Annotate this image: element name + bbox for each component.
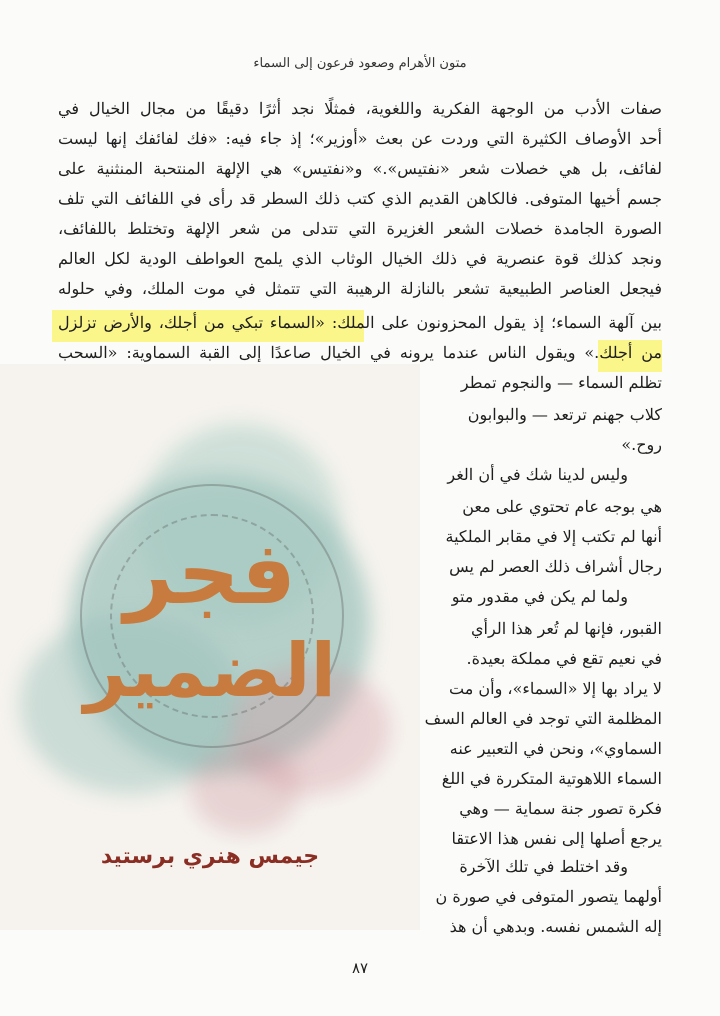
text-line: المظلمة التي توجد في العالم السف (424, 709, 662, 728)
text-line: أنها لم تكتب إلا في مقابر الملكية (445, 527, 662, 546)
text-line: أحد الأوصاف الكثيرة التي وردت عن بعث «أوزير»؛ إذ جاء فيه: «فك لفائفك إنها ليست (58, 129, 662, 148)
running-title: متون الأهرام وصعود فرعون إلى السماء (253, 56, 467, 71)
text-line: الصورة الجامدة خصلات الشعر الغزيرة التي تتدلى من شعر الإلهة وتختلط باللفائف، (58, 219, 662, 238)
text-line: فيجعل العناصر الطبيعية تشعر بالنازلة الرهيبة التي تتمثل في موت الملك، وفي حلوله (58, 279, 662, 298)
text-line: يرجع أصلها إلى نفس هذا الاعتقا (451, 829, 662, 848)
text-line: القبور، فإنها لم تُعر هذا الرأي (471, 619, 662, 638)
text-line: السماء اللاهوتية المتكررة في اللغ (441, 769, 662, 788)
text-line: بين آلهة السماء؛ إذ يقول المحزونون على الملك: «السماء تبكي من أجلك، والأرض تزلزل (58, 313, 662, 332)
text-line: روح.» (621, 435, 662, 454)
page-number: ٨٧ (351, 959, 369, 977)
text-line: من أجلك.» ويقول الناس عندما يرونه في الخيال صاعدًا إلى القبة السماوية: «السحب (58, 343, 662, 362)
text-line: كلاب جهنم ترتعد — والبوابون (467, 405, 662, 424)
text-line: رجال أشراف ذلك العصر لم يس (449, 557, 662, 576)
text-line: في نعيم تقع في مملكة بعيدة. (466, 649, 662, 668)
text-line: هي بوجه عام تحتوي على معن (462, 497, 662, 516)
text-line: فكرة تصور جنة سماية — وهي (459, 799, 662, 818)
text-line: السماوي»، ونحن في التعبير عنه (449, 739, 662, 758)
text-line: أولهما يتصور المتوفى في صورة ن (435, 887, 662, 906)
text-line: وليس لدينا شك في أن الغر (447, 465, 628, 484)
cover-title-line-1: فجر (124, 524, 296, 624)
text-line: صفات الأدب من الوجهة الفكرية واللغوية، فمثلًا نجد أثرًا دقيقًا من مجال الخيال في (58, 99, 662, 118)
text-line: جسم أخيها المتوفى. فالكاهن القديم الذي كتب ذلك السطر قد رأى في اللفائف التي تلف (58, 189, 662, 208)
text-line: ونجد كذلك قوة عنصرية في ذلك الخيال الوثاب الذي يلمح العواطف الودية لكل العالم (58, 249, 662, 268)
text-line: تظلم السماء — والنجوم تمطر (460, 373, 662, 392)
text-line: ولما لم يكن في مقدور متو (451, 587, 628, 606)
cover-title-line-2: الضمير (84, 628, 336, 714)
text-line: لفائف، بل هي خصلات شعر «نفتيس».» و«نفتيس» هي الإلهة المنتحبة المنثنية على (58, 159, 662, 178)
text-line: لا يراد بها إلا «السماء»، وأن مت (449, 679, 662, 698)
text-line: إله الشمس نفسه. وبدهي أن هذ (449, 917, 662, 936)
cover-author: جيمس هنري برستيد (100, 844, 320, 869)
text-line: وقد اختلط في تلك الآخرة (459, 857, 628, 876)
book-cover-image (0, 364, 420, 930)
watercolor-splash (190, 744, 300, 834)
